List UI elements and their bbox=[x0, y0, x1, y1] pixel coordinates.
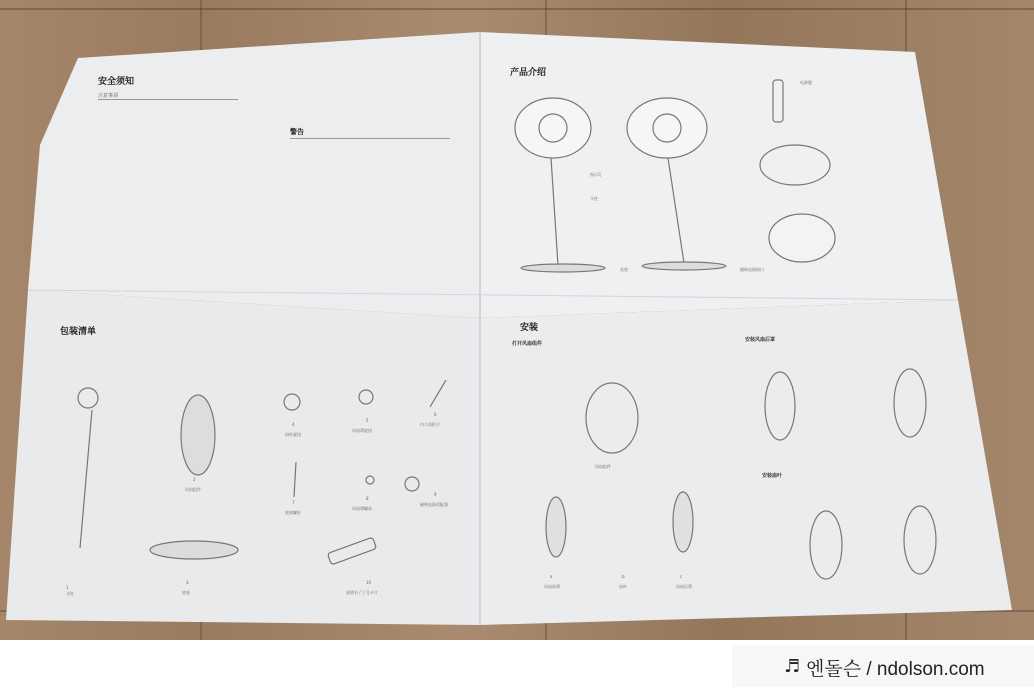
part-7-num: 7 bbox=[292, 500, 295, 505]
part-6-label: 内六角扳手 bbox=[420, 422, 440, 427]
safety-subtitle: 注意事项 bbox=[98, 93, 119, 99]
label-power: 电源键 bbox=[800, 80, 812, 85]
part-6-num: 6 bbox=[434, 412, 437, 417]
step-b-label: 扇叶 bbox=[619, 584, 627, 589]
watermark-credit bbox=[732, 645, 1034, 687]
part-9-label: 磁吸电源适配器 bbox=[420, 502, 448, 507]
step-c-num: c bbox=[680, 574, 683, 579]
step-a-num: a bbox=[550, 574, 553, 579]
part-3-label: 底座 bbox=[182, 590, 190, 595]
install-title: 安装 bbox=[520, 323, 539, 333]
part-5-num: 5 bbox=[366, 418, 369, 423]
safety-title: 安全须知 bbox=[98, 77, 135, 87]
product-title: 产品介绍 bbox=[510, 68, 547, 78]
part-10-label: 说明书 / 丁号卡片 bbox=[346, 590, 378, 595]
part-9-num: 9 bbox=[434, 492, 437, 497]
open-fan-title: 打开风扇组件 bbox=[512, 341, 543, 347]
part-2-label: 风扇组件 bbox=[185, 487, 201, 492]
part-10-num: 10 bbox=[366, 580, 372, 585]
part-3-num: 3 bbox=[186, 580, 189, 585]
part-4-num: 4 bbox=[292, 422, 295, 427]
fan-assembly-label: 风扇组件 bbox=[595, 464, 611, 469]
step-b-num: b bbox=[622, 574, 625, 579]
credit-text: 엔돌슨 / ndolson.com bbox=[806, 659, 985, 680]
warning-title: 警告 bbox=[290, 128, 304, 136]
install-blade-title: 安装扇叶 bbox=[762, 473, 783, 479]
label-indicator: 指示灯 bbox=[590, 172, 602, 177]
part-4-label: 扇叶旋钮 bbox=[285, 432, 301, 437]
label-pole: 支柱 bbox=[590, 196, 598, 201]
part-1-label: 支柱 bbox=[66, 591, 74, 596]
part-5-label: 风扇罩旋钮 bbox=[352, 428, 372, 433]
part-8-num: 8 bbox=[366, 496, 369, 501]
part-8-label: 风扇罩螺丝 bbox=[352, 506, 372, 511]
part-2-num: 2 bbox=[193, 477, 196, 482]
package-title: 包装清单 bbox=[60, 327, 97, 337]
step-c-label: 风扇后罩 bbox=[676, 584, 692, 589]
install-rear-title: 安装风扇后罩 bbox=[745, 337, 776, 343]
part-1-num: 1 bbox=[66, 585, 69, 590]
music-note-icon: ♬ bbox=[784, 656, 801, 677]
step-a-label: 风扇前罩 bbox=[544, 584, 560, 589]
part-7-label: 底座螺柱 bbox=[285, 510, 301, 515]
label-base: 底座 bbox=[620, 267, 628, 272]
label-power-port: 磁吸电源接口 bbox=[740, 267, 764, 272]
